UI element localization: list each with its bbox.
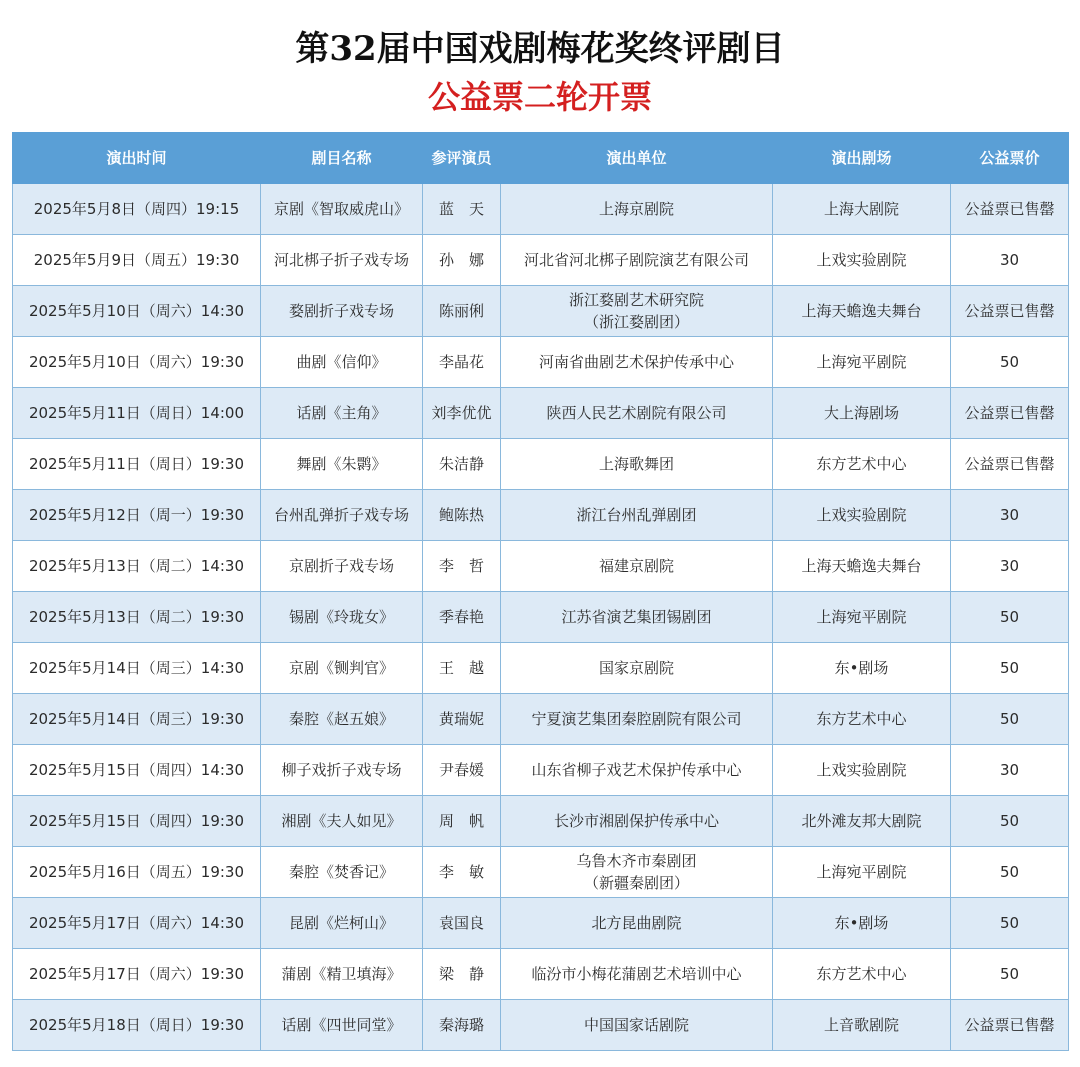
cell-line: （新疆秦剧团）	[583, 874, 689, 892]
table-row	[13, 439, 1069, 490]
cell-time: 2025年5月11日（周日）19:30	[13, 439, 261, 490]
table-body	[13, 184, 1069, 1051]
cell-price: 50	[951, 592, 1069, 643]
cell-venue: 上戏实验剧院	[773, 745, 951, 796]
cell-time: 2025年5月14日（周三）14:30	[13, 643, 261, 694]
page-title: 第32届中国戏剧梅花奖终评剧目	[295, 29, 785, 69]
cell-actor: 季春艳	[423, 592, 501, 643]
cell-time: 2025年5月10日（周六）19:30	[13, 337, 261, 388]
cell-venue: 上海大剧院	[773, 184, 951, 235]
cell-venue: 上海宛平剧院	[773, 592, 951, 643]
cell-line: 河南省曲剧艺术保护传承中心	[538, 353, 734, 371]
cell-actor: 尹春媛	[423, 745, 501, 796]
cell-actor: 李 敏	[423, 847, 501, 898]
cell-venue: 东方艺术中心	[773, 439, 951, 490]
cell-show: 柳子戏折子戏专场	[261, 745, 423, 796]
cell-actor: 李晶花	[423, 337, 501, 388]
cell-time: 2025年5月11日（周日）14:00	[13, 388, 261, 439]
column-header-venue: 演出剧场	[773, 133, 951, 184]
cell-show: 舞剧《朱鹮》	[261, 439, 423, 490]
cell-unit	[501, 643, 773, 694]
cell-venue: 东方艺术中心	[773, 694, 951, 745]
column-header-time: 演出时间	[13, 133, 261, 184]
table-header-row	[13, 133, 1069, 184]
cell-show: 昆剧《烂柯山》	[261, 898, 423, 949]
table-row	[13, 694, 1069, 745]
table-row	[13, 490, 1069, 541]
cell-show: 京剧折子戏专场	[261, 541, 423, 592]
cell-actor: 袁国良	[423, 898, 501, 949]
cell-line: 浙江台州乱弹剧团	[576, 506, 697, 524]
table-row	[13, 286, 1069, 337]
cell-actor: 李 哲	[423, 541, 501, 592]
table-row	[13, 643, 1069, 694]
cell-price: 50	[951, 796, 1069, 847]
cell-venue: 上海天蟾逸夫舞台	[773, 541, 951, 592]
cell-venue: 大上海剧场	[773, 388, 951, 439]
cell-venue: 上戏实验剧院	[773, 490, 951, 541]
cell-time: 2025年5月17日（周六）14:30	[13, 898, 261, 949]
cell-venue: 东•剧场	[773, 643, 951, 694]
cell-unit	[501, 235, 773, 286]
table-row	[13, 388, 1069, 439]
cell-show: 锡剧《玲珑女》	[261, 592, 423, 643]
cell-venue: 东•剧场	[773, 898, 951, 949]
cell-show: 秦腔《焚香记》	[261, 847, 423, 898]
cell-venue: 上海宛平剧院	[773, 337, 951, 388]
cell-show: 河北梆子折子戏专场	[261, 235, 423, 286]
cell-price: 公益票已售罄	[951, 388, 1069, 439]
cell-actor: 鲍陈热	[423, 490, 501, 541]
cell-price: 公益票已售罄	[951, 286, 1069, 337]
cell-price: 50	[951, 643, 1069, 694]
cell-unit	[501, 184, 773, 235]
cell-price: 50	[951, 898, 1069, 949]
cell-actor: 秦海璐	[423, 1000, 501, 1051]
cell-unit	[501, 337, 773, 388]
cell-time: 2025年5月13日（周二）19:30	[13, 592, 261, 643]
cell-price: 50	[951, 949, 1069, 1000]
cell-unit	[501, 745, 773, 796]
cell-unit	[501, 541, 773, 592]
cell-price: 50	[951, 337, 1069, 388]
cell-line: （浙江婺剧团）	[583, 313, 689, 331]
cell-price: 30	[951, 745, 1069, 796]
cell-actor: 王 越	[423, 643, 501, 694]
cell-show: 秦腔《赵五娘》	[261, 694, 423, 745]
table-row	[13, 898, 1069, 949]
cell-unit	[501, 898, 773, 949]
cell-line: 上海歌舞团	[598, 455, 674, 473]
cell-line: 宁夏演艺集团秦腔剧院有限公司	[531, 710, 742, 728]
cell-time: 2025年5月8日（周四）19:15	[13, 184, 261, 235]
cell-line: 江苏省演艺集团锡剧团	[561, 608, 712, 626]
schedule-table	[12, 132, 1069, 1051]
table-row	[13, 949, 1069, 1000]
cell-actor: 周 帆	[423, 796, 501, 847]
cell-line: 陕西人民艺术剧院有限公司	[546, 404, 727, 422]
cell-venue: 上海宛平剧院	[773, 847, 951, 898]
cell-unit	[501, 592, 773, 643]
cell-unit	[501, 490, 773, 541]
table-row	[13, 1000, 1069, 1051]
column-header-actor: 参评演员	[423, 133, 501, 184]
cell-venue: 上戏实验剧院	[773, 235, 951, 286]
cell-time: 2025年5月14日（周三）19:30	[13, 694, 261, 745]
cell-time: 2025年5月13日（周二）14:30	[13, 541, 261, 592]
cell-price: 30	[951, 541, 1069, 592]
cell-time: 2025年5月12日（周一）19:30	[13, 490, 261, 541]
cell-unit	[501, 796, 773, 847]
cell-time: 2025年5月15日（周四）19:30	[13, 796, 261, 847]
cell-line: 山东省柳子戏艺术保护传承中心	[531, 761, 742, 779]
cell-time: 2025年5月16日（周五）19:30	[13, 847, 261, 898]
cell-price: 公益票已售罄	[951, 1000, 1069, 1051]
cell-line: 临汾市小梅花蒲剧艺术培训中心	[531, 965, 742, 983]
cell-time: 2025年5月15日（周四）14:30	[13, 745, 261, 796]
cell-line: 浙江婺剧艺术研究院	[568, 291, 704, 309]
cell-unit	[501, 388, 773, 439]
cell-time: 2025年5月17日（周六）19:30	[13, 949, 261, 1000]
cell-actor: 朱洁静	[423, 439, 501, 490]
cell-show: 话剧《四世同堂》	[261, 1000, 423, 1051]
table-row	[13, 592, 1069, 643]
cell-show: 婺剧折子戏专场	[261, 286, 423, 337]
cell-unit	[501, 1000, 773, 1051]
cell-time: 2025年5月18日（周日）19:30	[13, 1000, 261, 1051]
cell-price: 30	[951, 490, 1069, 541]
cell-actor: 蓝 天	[423, 184, 501, 235]
cell-unit	[501, 847, 773, 898]
cell-venue: 上音歌剧院	[773, 1000, 951, 1051]
table-row	[13, 847, 1069, 898]
cell-unit	[501, 694, 773, 745]
cell-line: 北方昆曲剧院	[591, 914, 682, 932]
schedule-table-container	[12, 132, 1068, 1051]
column-header-unit: 演出单位	[501, 133, 773, 184]
column-header-price: 公益票价	[951, 133, 1069, 184]
column-header-show: 剧目名称	[261, 133, 423, 184]
cell-venue: 上海天蟾逸夫舞台	[773, 286, 951, 337]
cell-time: 2025年5月9日（周五）19:30	[13, 235, 261, 286]
cell-actor: 黄瑞妮	[423, 694, 501, 745]
cell-line: 中国国家话剧院	[583, 1016, 689, 1034]
cell-actor: 孙 娜	[423, 235, 501, 286]
cell-show: 湘剧《夫人如见》	[261, 796, 423, 847]
cell-price: 50	[951, 847, 1069, 898]
cell-unit	[501, 286, 773, 337]
cell-show: 蒲剧《精卫填海》	[261, 949, 423, 1000]
table-row	[13, 337, 1069, 388]
cell-actor: 陈丽俐	[423, 286, 501, 337]
cell-actor: 梁 静	[423, 949, 501, 1000]
cell-line: 上海京剧院	[598, 200, 674, 218]
cell-price: 公益票已售罄	[951, 439, 1069, 490]
cell-actor: 刘李优优	[423, 388, 501, 439]
cell-price: 50	[951, 694, 1069, 745]
cell-line: 乌鲁木齐市秦剧团	[576, 852, 697, 870]
cell-price: 公益票已售罄	[951, 184, 1069, 235]
cell-show: 话剧《主角》	[261, 388, 423, 439]
cell-unit	[501, 949, 773, 1000]
table-row	[13, 184, 1069, 235]
cell-time: 2025年5月10日（周六）14:30	[13, 286, 261, 337]
cell-line: 福建京剧院	[598, 557, 674, 575]
cell-show: 台州乱弹折子戏专场	[261, 490, 423, 541]
cell-show: 曲剧《信仰》	[261, 337, 423, 388]
table-row	[13, 745, 1069, 796]
cell-show: 京剧《智取威虎山》	[261, 184, 423, 235]
cell-show: 京剧《铡判官》	[261, 643, 423, 694]
cell-line: 长沙市湘剧保护传承中心	[553, 812, 719, 830]
table-row	[13, 541, 1069, 592]
cell-unit	[501, 439, 773, 490]
cell-line: 国家京剧院	[598, 659, 674, 677]
cell-venue: 北外滩友邦大剧院	[773, 796, 951, 847]
page-subtitle: 公益票二轮开票	[427, 78, 652, 116]
table-row	[13, 235, 1069, 286]
cell-price: 30	[951, 235, 1069, 286]
table-row	[13, 796, 1069, 847]
cell-venue: 东方艺术中心	[773, 949, 951, 1000]
cell-line: 河北省河北梆子剧院演艺有限公司	[523, 251, 749, 269]
